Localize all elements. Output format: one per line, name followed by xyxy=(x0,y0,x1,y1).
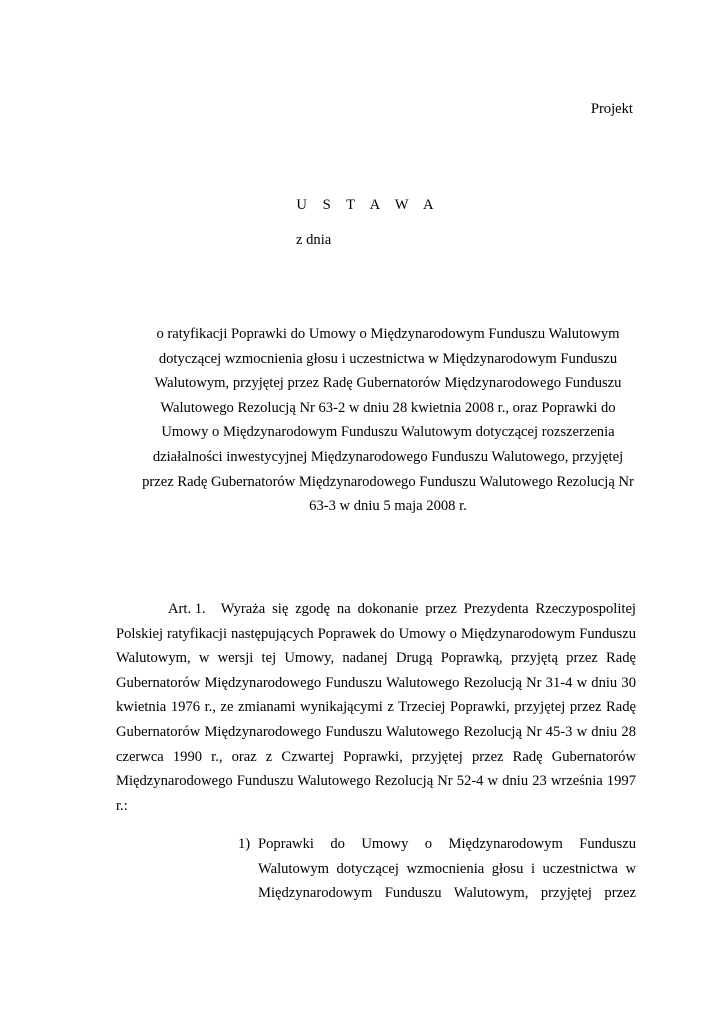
list-item-number: 1) xyxy=(238,836,251,852)
draft-status-label: Projekt xyxy=(590,101,633,117)
article-1 xyxy=(116,597,636,818)
act-title: o ratyfikacji Poprawki do Umowy o Międzynarodowym Funduszu Walutowym dotyczącej wzmocnienia głosu i uczestnictwa w Międzynarodowym Funduszu Walutowym, przyjętej przez Radę Gubernatorów Międzynarodowego Funduszu Walutowego Rezolucją Nr 63-2 w dniu 28 kwietnia 2008 r., oraz Poprawki do Umowy o Międzynarodowym Funduszu Walutowym dotyczącej rozszerzenia działalności inwestycyjnej Międzynarodowego Funduszu Walutowego, przyjętej przez Radę Gubernatorów Międzynarodowego Funduszu Walutowego Rezolucją Nr 63-3 w dniu 5 maja 2008 r. xyxy=(142,326,634,515)
article-1-lead xyxy=(168,597,221,622)
act-type-heading: U S T A W A xyxy=(296,197,440,213)
article-1-item-1 xyxy=(238,832,636,906)
act-date-line: z dnia xyxy=(296,232,332,248)
article-1-text: Wyraża się zgodę na dokonanie przez Prezydenta Rzeczypospolitej Polskiej ratyfikacji następujących Poprawek do Umowy o Międzynarodowym Funduszu Walutowym, w wersji tej Umowy, nadanej Drugą Poprawką, przyjętą przez Radę Gubernatorów Międzynarodowego Funduszu Walutowego Rezolucją Nr 31-4 w dniu 30 kwietnia 1976 r., ze zmianami wynikającymi z Trzeciej Poprawki, przyjętej przez Radę Gubernatorów Międzynarodowego Funduszu Walutowego Rezolucją Nr 45-3 w dniu 28 czerwca 1990 r., oraz z Czwartej Poprawki, przyjętej przez Radę Gubernatorów Międzynarodowego Funduszu Walutowego Rezolucją Nr 52-4 w dniu 23 września 1997 r.: xyxy=(116,601,636,814)
article-1-label: Art. 1. xyxy=(168,601,206,617)
list-item-text: Poprawki do Umowy o Międzynarodowym Funduszu Walutowym dotyczącej wzmocnienia głosu i uczestnictwa w Międzynarodowym Funduszu Walutowym, przyjętej przez xyxy=(258,836,636,902)
